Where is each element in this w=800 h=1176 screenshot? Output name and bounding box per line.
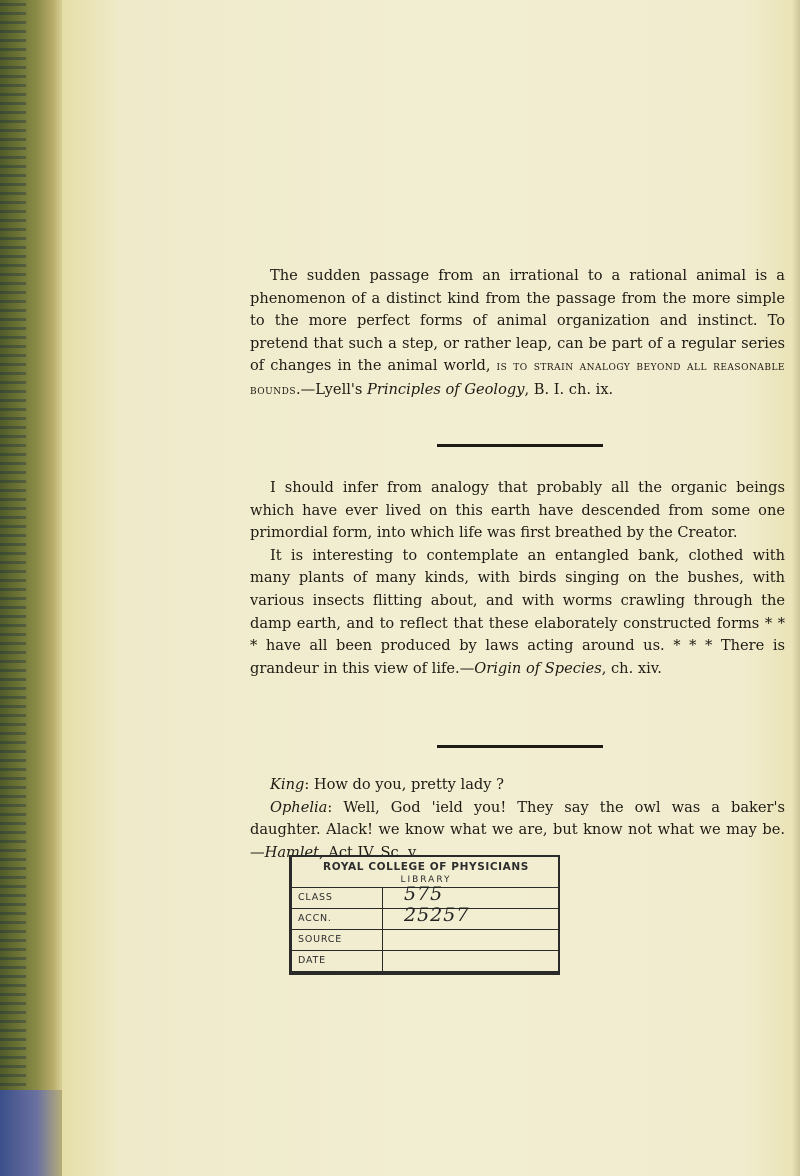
- speaker-ophelia: Ophelia: [270, 798, 328, 816]
- library-stamp: [289, 855, 560, 975]
- page-edge-shadow: [792, 0, 800, 1176]
- darwin-paragraph-2: [250, 545, 785, 681]
- stamp-label-source: SOURCE: [298, 934, 343, 945]
- stamp-title-text: ROYAL COLLEGE OF PHYSICIANS: [323, 861, 529, 873]
- lyell-attribution-suffix: , B. I. ch. ix.: [524, 380, 614, 398]
- lyell-small-caps: is to strain analogy beyond all reasonable bounds: [250, 359, 785, 398]
- hamlet-line-king: [250, 774, 785, 797]
- stamp-divider: [382, 930, 383, 951]
- hamlet-quote: [250, 774, 785, 864]
- stamp-value-accn: 25257: [404, 904, 470, 926]
- stamp-subtitle: LIBRARY: [400, 875, 452, 885]
- lyell-text: The sudden passage from an irrational to a rational animal is a phenomenon of a distinct kind from the passage from the more simple to the more perfect forms of animal organization and instinct. To pretend that such a step, or rather leap, can be part of a regular series of changes in the animal world,: [250, 267, 785, 375]
- darwin-quote: [250, 477, 785, 680]
- stamp-divider: [382, 909, 383, 930]
- stamp-row-accn: [292, 904, 558, 930]
- darwin-attribution-suffix: , ch. xiv.: [601, 659, 662, 677]
- stamp-label-accn: ACCN.: [298, 913, 332, 924]
- stamp-label-date: DATE: [298, 955, 326, 966]
- stamp-row-date: [292, 950, 558, 972]
- king-line: : How do you, pretty lady ?: [304, 776, 504, 793]
- section-divider-1: [437, 444, 603, 447]
- stamp-divider: [382, 951, 383, 972]
- stamp-value-class: 575: [404, 883, 444, 905]
- lyell-work-title: Principles of Geology: [367, 380, 525, 398]
- section-divider-2: [437, 745, 603, 748]
- darwin-text: It is interesting to contemplate an entangled bank, clothed with many plants of many kinds, with birds singing on the bushes, with various insects flitting about, and with worms crawling through the damp earth, and to reflect that these elaborately constructed forms * * * have all been produced by laws acting around us. * * * There is grandeur in this view of life.—: [250, 546, 785, 677]
- lyell-paragraph: [250, 265, 785, 403]
- darwin-work-title: Origin of Species: [474, 659, 602, 677]
- stamp-divider: [382, 888, 383, 909]
- darwin-paragraph-1: I should infer from analogy that probably all the organic beings which have ever lived on this earth have descended from some one primordial form, into which life was first breathed by the Creator.: [250, 479, 785, 542]
- stamp-row-source: [292, 929, 558, 951]
- book-spine: [0, 0, 62, 1176]
- stamp-label-class: CLASS: [298, 892, 333, 903]
- hamlet-work-title: Hamlet: [264, 843, 320, 861]
- lyell-attribution-prefix: .—Lyell's: [296, 380, 368, 398]
- book-spine-cloth: [0, 1090, 62, 1176]
- ophelia-line: : Well, God 'ield you! They say the owl was a baker's daughter. Alack! we know what we are, but know not what we may be.—: [250, 798, 785, 861]
- lyell-quote: [250, 265, 785, 403]
- hamlet-attribution-suffix: , Act IV. Sc. v.: [319, 843, 420, 861]
- speaker-king: King: [270, 776, 305, 793]
